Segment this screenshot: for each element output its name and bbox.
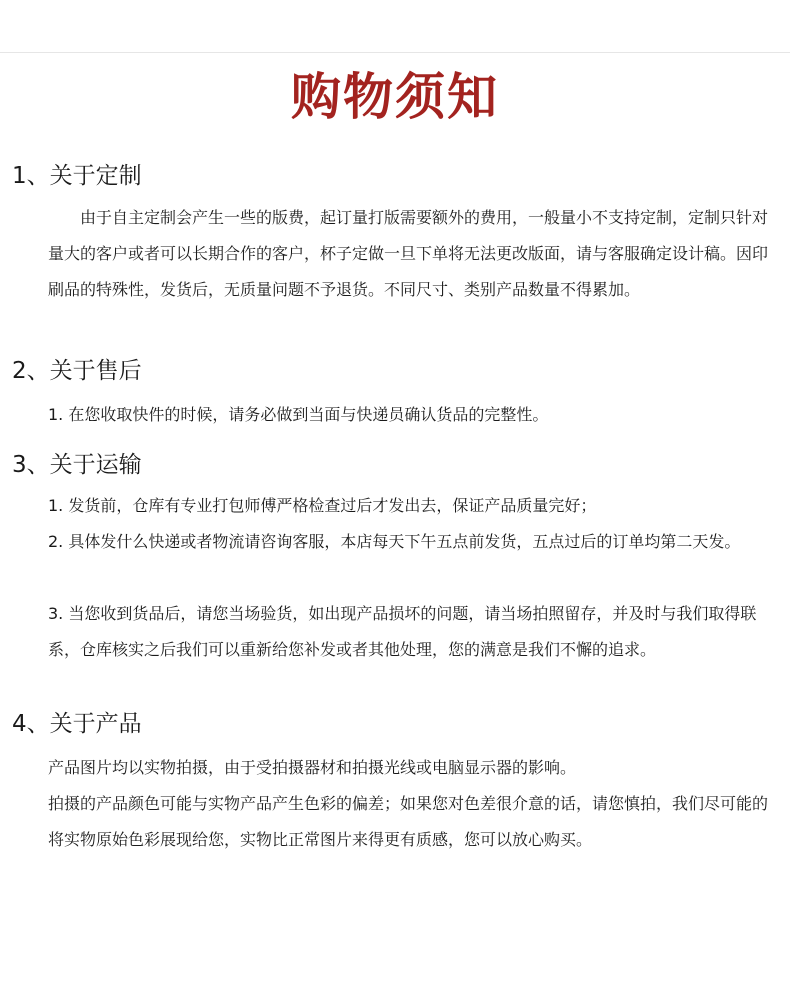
after-sales-item-1: 1. 在您收取快件的时候，请务必做到当面与快递员确认货品的完整性。 (48, 405, 549, 424)
section-heading-shipping: 3、关于运输 (12, 452, 142, 478)
product-paragraph-1: 产品图片均以实物拍摄，由于受拍摄器材和拍摄光线或电脑显示器的影响。 (48, 758, 577, 777)
section-heading-customization: 1、关于定制 (12, 163, 142, 189)
shipping-item-1: 1. 发货前，仓库有专业打包师傅严格检查过后才发出去，保证产品质量完好； (48, 496, 597, 515)
section-heading-product: 4、关于产品 (12, 711, 142, 737)
shipping-item-2: 2. 具体发什么快递或者物流请咨询客服，本店每天下午五点前发货，五点过后的订单均第二天发。 (48, 532, 741, 551)
top-divider (0, 52, 790, 53)
product-paragraph-2: 拍摄的产品颜色可能与实物产品产生色彩的偏差；如果您对色差很介意的话，请您慎拍，我们尽可能的将实物原始色彩展现给您，实物比正常图片来得更有质感，您可以放心购买。 (48, 794, 769, 849)
section-heading-after-sales: 2、关于售后 (12, 358, 142, 384)
customization-paragraph: 由于自主定制会产生一些的版费，起订量打版需要额外的费用，一般量小不支持定制，定制只针对量大的客户或者可以长期合作的客户，杯子定做一旦下单将无法更改版面，请与客服确定设计稿。因印刷品的特殊性，发货后，无质量问题不予退货。不同尺寸、类别产品数量不得累加。 (48, 208, 769, 299)
page-title: 购物须知 (291, 68, 499, 126)
shipping-item-3: 3. 当您收到货品后，请您当场验货，如出现产品损坏的问题，请当场拍照留存，并及时与我们取得联系，仓库核实之后我们可以重新给您补发或者其他处理，您的满意是我们不懈的追求。 (48, 604, 757, 659)
